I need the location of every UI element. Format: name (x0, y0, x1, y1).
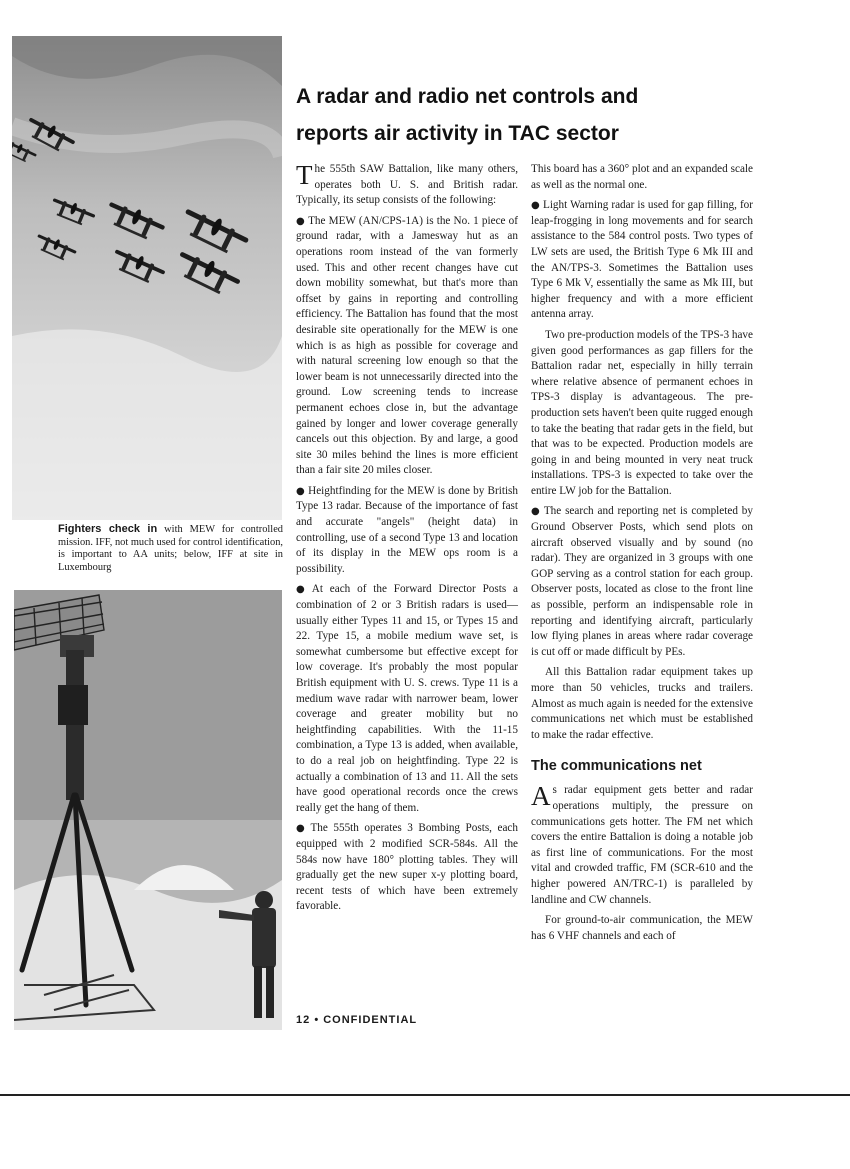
intro-text: he 555th SAW Battalion, like many others, operates both U. S. and British radar. Typically, its setup consists of the following: (296, 163, 518, 207)
section-heading-communications: The communications net (531, 758, 702, 775)
bullet-icon: ● (296, 215, 306, 227)
fighters-formation-photo (12, 36, 282, 520)
paragraph-lw-text: Light Warning radar is used for gap filling, for leap-frogging in long movements and for search assistance to the 584 control posts. Two types of LW sets are used, the British Type 6 Mk III and the AN/TPS-3. Sometimes the Battalion uses Type 6 Mk V, essentially the same as Mk III, but higher frequency and with a more efficient antenna array. (531, 199, 753, 321)
classification-label: CONFIDENTIAL (323, 1014, 418, 1026)
paragraph-light-warning (531, 198, 753, 323)
intro-paragraph (296, 162, 518, 209)
bullet-icon: ● (296, 485, 306, 497)
iff-site-photo (14, 590, 282, 1030)
paragraph-bombing-posts (296, 821, 518, 915)
paragraph-heightfinding-text: Heightfinding for the MEW is done by British Type 13 radar. Because of the importance of fast and accurate "angels" (height data) in controlling, use of a second Type 13 and location of its display in the MEW ops room is a possibility. (296, 484, 518, 575)
paragraph-search-net (531, 504, 753, 660)
paragraph-mew (296, 214, 518, 479)
iff-photo-art (14, 590, 282, 1030)
photo-caption (58, 523, 283, 574)
paragraph-search-text: The search and reporting net is completed by Ground Observer Posts, which send plots on aircraft observed visually and by sound (no radar). They are organized in 3 groups with one GOP serving as a control station for each group. Observer posts, located as close to the front line as possible, perform an indispensable role in reporting and identifying aircraft, particularly low flying planes in areas where radar coverage is cut off or made difficult by PEs. (531, 505, 753, 658)
paragraph-fdp-text: At each of the Forward Director Posts a combination of 2 or 3 British radars is used—usually either Types 11 and 15, or Types 15 and 22. Type 15, a mobile medium wave set, is somewhat cumbersome but effective except for low coverage. It's probably the most popular British equipment with U. S. crews. Type 11 is a medium wave radar with narrower beam, lower coverage and greater mobility but no heightfinding capabilities. With the 11-15 combination, a Type 13 is added, when available, to do a real job on heightfinding. Type 22 is actually a combination of 13 and 11. All the sets have good operational records once the crews really get the hang of them. (296, 583, 518, 814)
paragraph-ground-to-air: For ground-to-air communication, the MEW has 6 VHF channels and each of (531, 914, 753, 942)
bullet-icon: ● (531, 200, 540, 212)
paragraph-forward-director-posts (296, 582, 518, 816)
paragraph-tps3: Two pre-production models of the TPS-3 have given good performances as gap fillers for the Battalion radar net, especially in hilly terrain where relative absence of permanent echoes in TPS-3 display is advantageous. The pre-production sets haven't been quite rugged enough to take the beating that radar gets in the field, but that was to be expected. Production models are going in and being mounted in very neat truck installations. TPS-3 is expected to take over the entire LW job for the Battalion. (531, 328, 753, 497)
bullet-icon: ● (531, 506, 541, 518)
page-number: 12 (296, 1014, 311, 1026)
paragraph-bombing-text: The 555th operates 3 Bombing Posts, each equipped with 2 modified SCR-584s. All the 584s now have 180° plotting tables. They will gradually get the new super x-y plotting board, recent tests of which have been extremely favorable. (296, 822, 518, 913)
paragraph-communications-text: s radar equipment gets better and radar operations multiply, the pressure on communications gets hotter. The FM net which covers the entire Battalion is doing a notable job as first line of communications. For the most vital and crowded traffic, FM (SCR-610 and the higher powered AN/TRC-1) is paralleled by landline and CW channels. (531, 784, 753, 906)
footer-separator: • (314, 1014, 320, 1026)
drop-cap-t: T (296, 160, 313, 190)
article-column-middle (296, 162, 518, 920)
caption-lead: Fighters check in (58, 523, 158, 535)
paragraph-heightfinding (296, 484, 518, 578)
article-column-right (531, 162, 753, 949)
paragraph-communications (531, 783, 753, 908)
headline-line-1: A radar and radio net controls and (296, 85, 639, 108)
paragraph-equipment: All this Battalion radar equipment takes up more than 50 vehicles, trucks and trailers. Almost as much again is needed for the extensive communications net which must be established to make the radar effective. (531, 666, 753, 741)
fighters-photo-art (12, 36, 282, 520)
paragraph-board: This board has a 360° plot and an expanded scale as well as the normal one. (531, 163, 753, 191)
bullet-icon: ● (296, 584, 309, 596)
scan-bottom-rule (0, 1094, 850, 1096)
drop-cap-a: A (531, 781, 551, 812)
bullet-icon: ● (296, 823, 308, 835)
paragraph-mew-text: The MEW (AN/CPS-1A) is the No. 1 piece of ground radar, with a Jamesway hut as an operations room instead of the van formerly used. This and other recent changes have cut down mobility somewhat, but that's more than offset by gains in reporting and controlling efficiency. The Battalion has found that the most desirable site operationally for the MEW is one which is as high as possible for coverage and with natural screening low enough so that the lower beam is not unnecessarily directed into the ground. Low screening tends to increase permanent echoes close in, but the advantage gained by longer and lower coverage generally cancels out this objection. By and large, a good site 30 miles behind the lines is more efficient than a fair site 20 miles closer. (296, 214, 518, 477)
article-headline (296, 78, 796, 152)
page-footer (296, 1014, 417, 1026)
caption-text: with MEW for controlled mission. IFF, not much used for control identification, is important to AA units; below, IFF at site in Luxembourg (58, 524, 283, 573)
headline-line-2: reports air activity in TAC sector (296, 122, 619, 145)
